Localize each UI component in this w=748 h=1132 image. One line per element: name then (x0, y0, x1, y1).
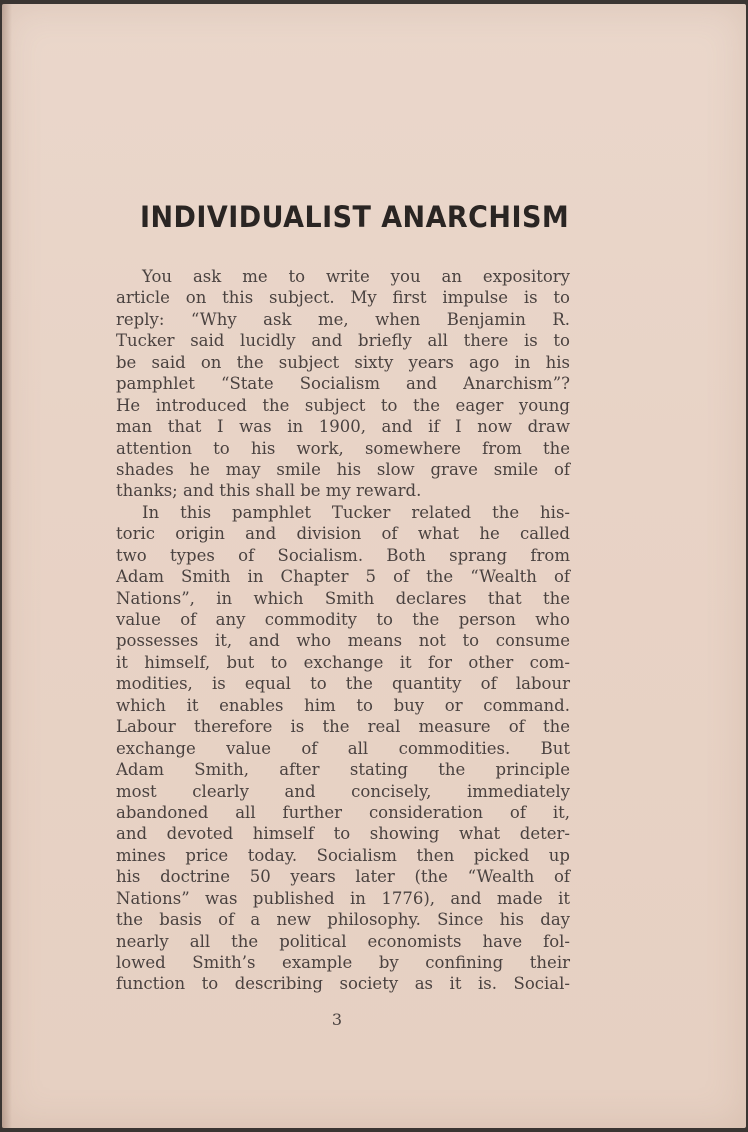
text-line: article on this subject. My first impulse is to (116, 288, 570, 308)
text-line: He introduced the subject to the eager young (116, 395, 570, 415)
text-line: You ask me to write you an expository (142, 267, 570, 286)
text-line: and devoted himself to showing what deter- (116, 824, 570, 844)
text-line: function to describing society as it is. Social- (116, 974, 570, 994)
text-line: man that I was in 1900, and if I now draw (116, 417, 570, 437)
page-number: 3 (331, 1010, 343, 1029)
text-line: his doctrine 50 years later (the “Wealth of (116, 867, 570, 887)
text-line: shades he may smile his slow grave smile of (116, 459, 570, 479)
text-line: Adam Smith in Chapter 5 of the “Wealth of (116, 567, 570, 587)
text-line: Tucker said lucidly and briefly all there is to (116, 331, 570, 351)
text-line: Nations” was published in 1776), and made it (116, 888, 570, 908)
text-line: lowed Smith’s example by confining their (116, 953, 570, 972)
text-line: exchange value of all commodities. But (116, 738, 570, 758)
text-line: be said on the subject sixty years ago in his (116, 352, 570, 372)
text-line: possesses it, and who means not to consume (116, 631, 570, 651)
text-line: it himself, but to exchange it for other com- (116, 652, 570, 672)
text-line: toric origin and division of what he called (116, 524, 570, 544)
text-line: pamphlet “State Socialism and Anarchism”? (116, 374, 570, 394)
text-line: value of any commodity to the person who (116, 610, 570, 629)
page-spine-shadow (2, 4, 12, 1128)
text-line: Adam Smith, after stating the principle (116, 760, 570, 780)
text-line: attention to his work, somewhere from the (116, 438, 570, 458)
document-page (2, 4, 746, 1128)
document-title: INDIVIDUALIST ANARCHISM (140, 200, 570, 234)
body-text (116, 266, 570, 995)
text-line: most clearly and concisely, immediately (116, 781, 570, 801)
text-line: which it enables him to buy or command. (116, 695, 570, 715)
text-line: the basis of a new philosophy. Since his day (116, 910, 570, 930)
text-line: Nations”, in which Smith declares that the (116, 588, 570, 608)
text-line: abandoned all further consideration of it, (116, 802, 570, 822)
text-line: two types of Socialism. Both sprang from (116, 545, 570, 565)
text-line: thanks; and this shall be my reward. (116, 481, 422, 501)
text-line: nearly all the political economists have fol- (116, 931, 570, 951)
text-line: mines price today. Socialism then picked up (116, 845, 570, 865)
text-line: In this pamphlet Tucker related the his- (142, 502, 570, 522)
text-line: Labour therefore is the real measure of the (116, 717, 570, 737)
text-line: reply: “Why ask me, when Benjamin R. (116, 309, 570, 329)
text-line: modities, is equal to the quantity of labour (116, 674, 570, 694)
